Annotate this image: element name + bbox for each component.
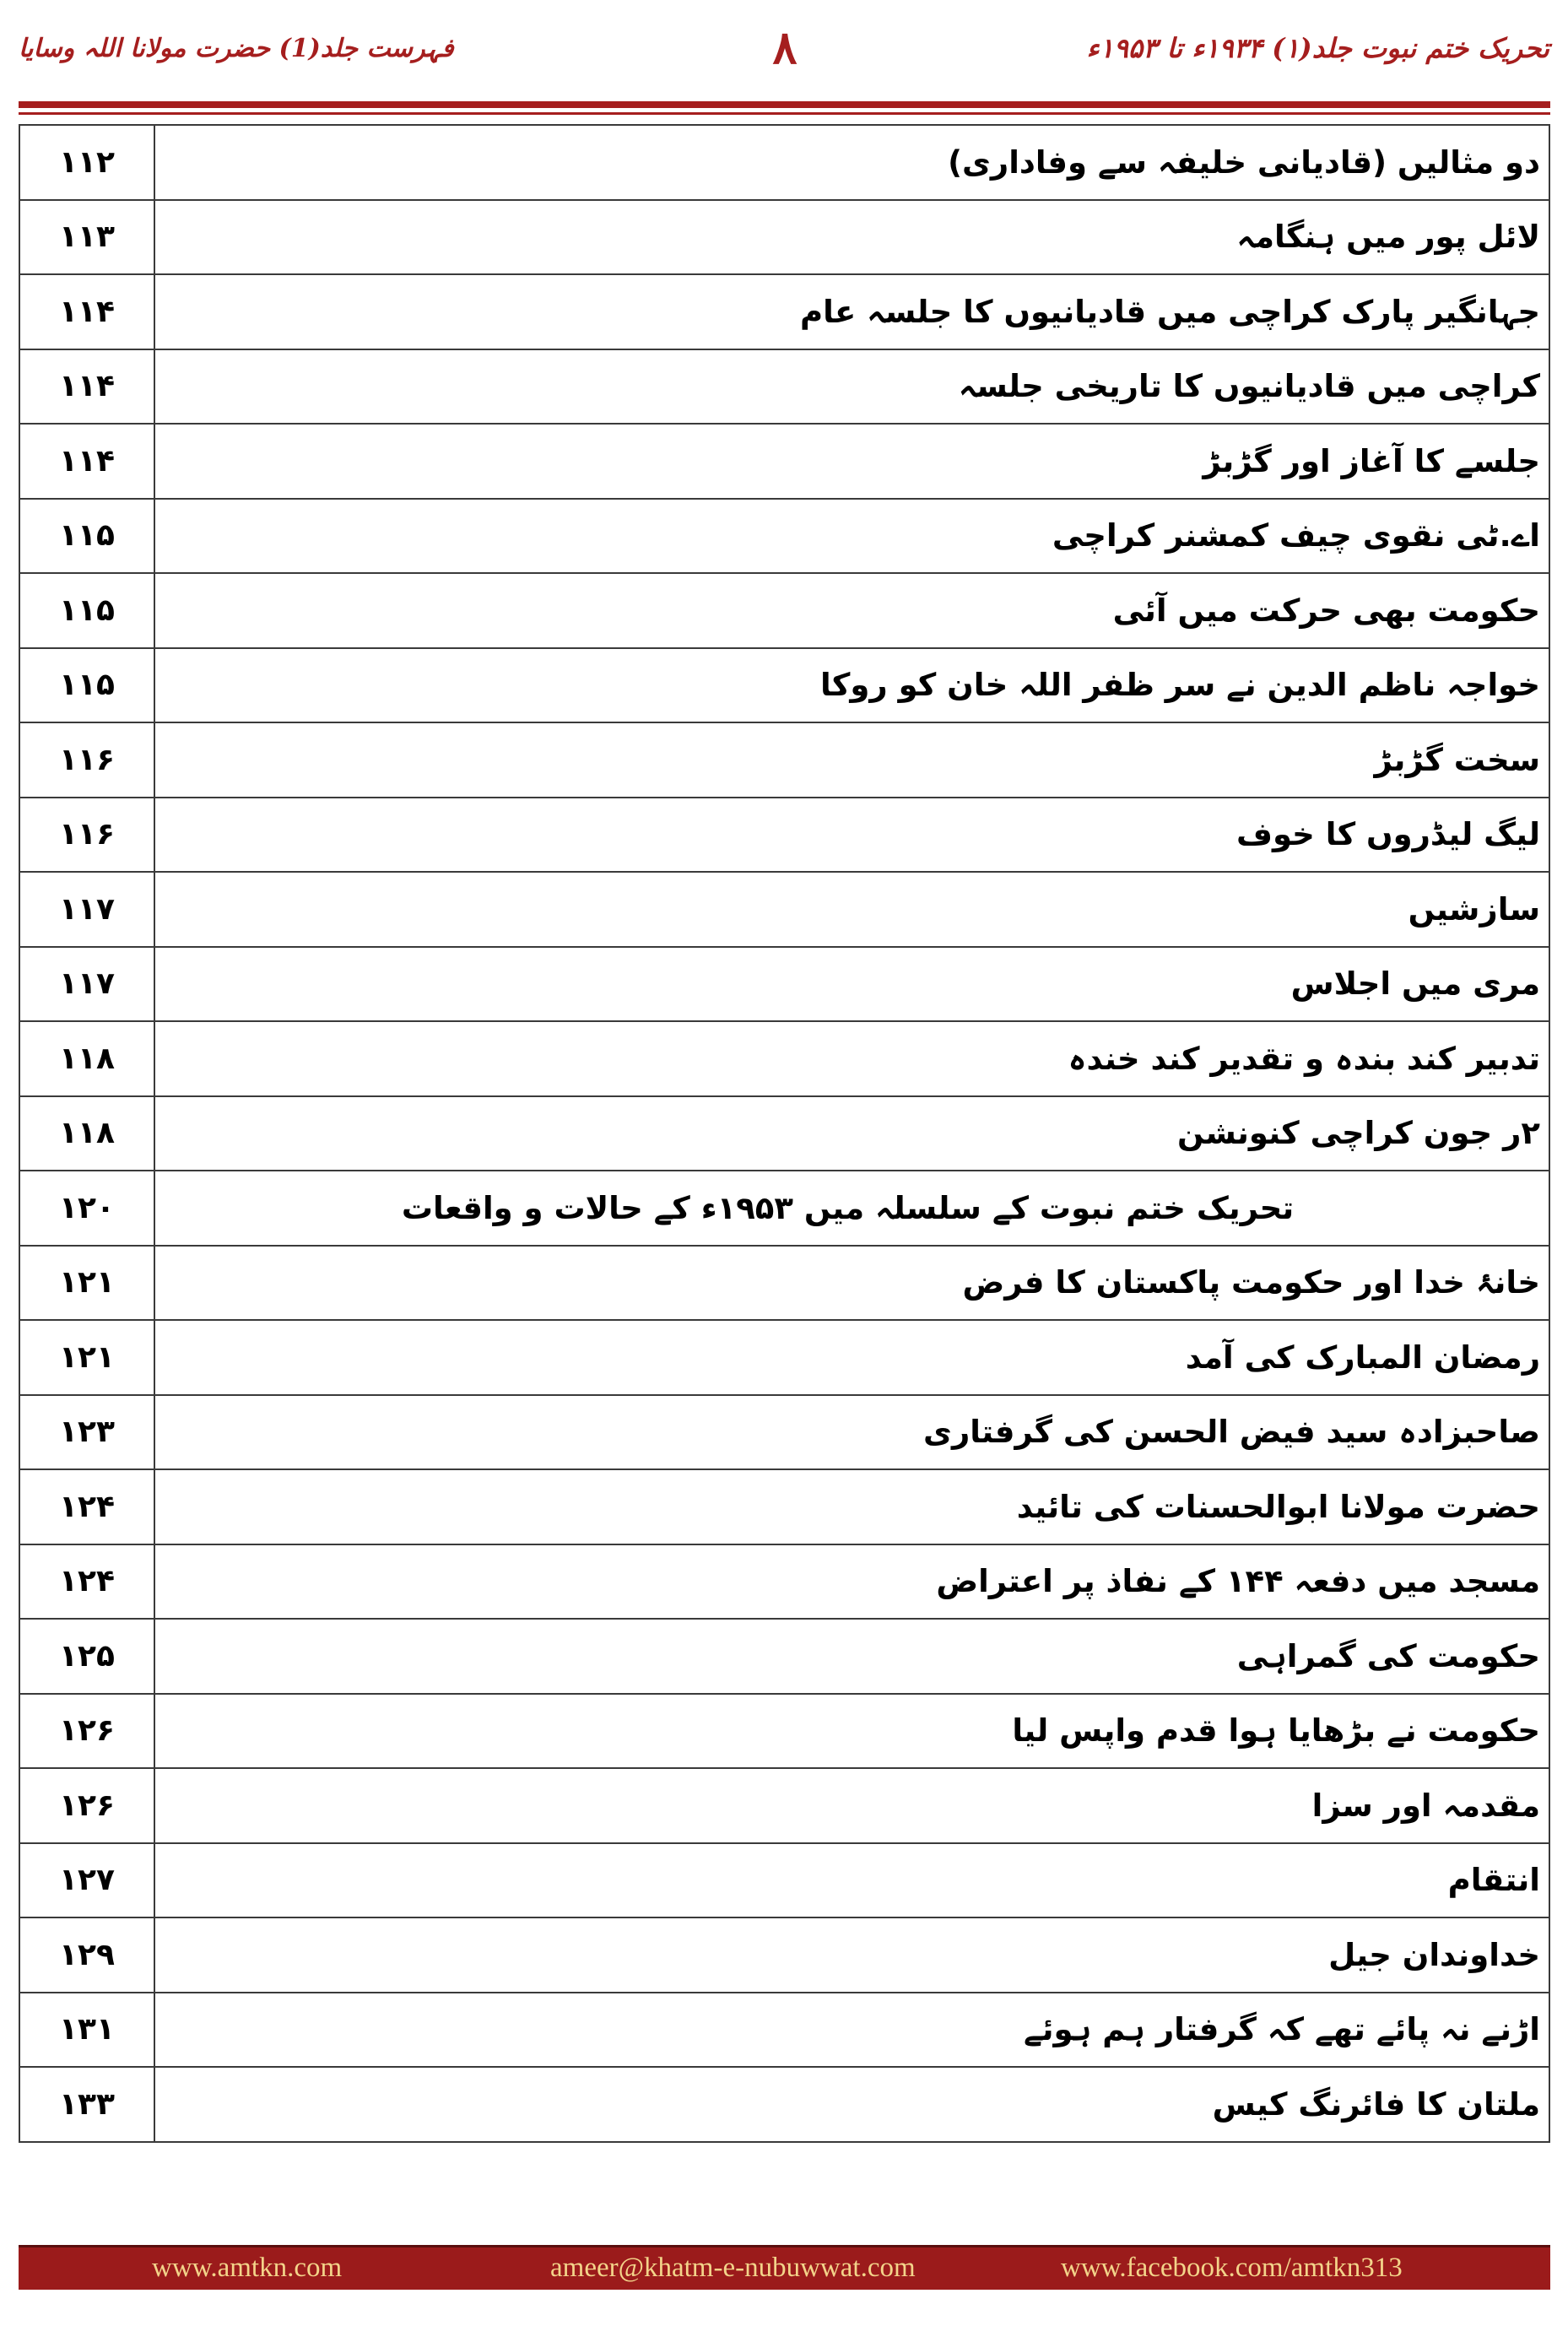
toc-entry-title: جلسے کا آغاز اور گڑبڑ <box>154 424 1549 499</box>
toc-entry-title: مسجد میں دفعہ ۱۴۴ کے نفاذ پر اعتراض <box>154 1544 1549 1620</box>
toc-page-number: ۱۱۵ <box>19 648 154 723</box>
toc-page-number: ۱۱۷ <box>19 947 154 1022</box>
toc-entry-title: اڑنے نہ پائے تھے کہ گرفتار ہم ہوئے <box>154 1993 1549 2068</box>
toc-row <box>19 1843 1549 1918</box>
toc-row <box>19 1917 1549 1993</box>
toc-section-row <box>19 1171 1549 1246</box>
table-of-contents <box>19 124 1550 2143</box>
page-header <box>0 0 1568 105</box>
toc-row <box>19 648 1549 723</box>
toc-page-number: ۱۱۷ <box>19 872 154 947</box>
toc-entry-title: سازشیں <box>154 872 1549 947</box>
toc-row <box>19 1544 1549 1620</box>
toc-page-number: ۱۱۸ <box>19 1021 154 1096</box>
toc-entry-title: صاحبزادہ سید فیض الحسن کی گرفتاری <box>154 1395 1549 1470</box>
toc-row <box>19 1694 1549 1769</box>
toc-page-number: ۱۲۴ <box>19 1544 154 1620</box>
index-title: فہرست جلد(1) حضرت مولانا اللہ وسایا <box>19 34 454 63</box>
toc-row <box>19 125 1549 200</box>
toc-page-number: ۱۱۲ <box>19 125 154 200</box>
toc-page-number: ۱۲۱ <box>19 1246 154 1321</box>
toc-page-number: ۱۲۳ <box>19 1395 154 1470</box>
header-rule-thin <box>19 112 1550 115</box>
toc-entry-title: لیگ لیڈروں کا خوف <box>154 798 1549 873</box>
toc-page-number: ۱۲۶ <box>19 1768 154 1843</box>
toc-entry-title: اے.ٹی نقوی چیف کمشنر کراچی <box>154 499 1549 574</box>
toc-page-number: ۱۲۰ <box>19 1171 154 1246</box>
toc-row <box>19 1993 1549 2068</box>
toc-entry-title: خداوندان جیل <box>154 1917 1549 1993</box>
toc-entry-title: تدبیر کند بندہ و تقدیر کند خندہ <box>154 1021 1549 1096</box>
toc-entry-title: جہانگیر پارک کراچی میں قادیانیوں کا جلسہ عام <box>154 274 1549 349</box>
toc-row <box>19 200 1549 275</box>
toc-row <box>19 722 1549 798</box>
toc-row <box>19 798 1549 873</box>
toc-page-number: ۱۲۶ <box>19 1694 154 1769</box>
toc-entry-title: لائل پور میں ہنگامہ <box>154 200 1549 275</box>
toc-page-number: ۱۳۱ <box>19 1993 154 2068</box>
toc-entry-title: رمضان المبارک کی آمد <box>154 1320 1549 1395</box>
toc-entry-title: کراچی میں قادیانیوں کا تاریخی جلسہ <box>154 349 1549 425</box>
toc-entry-title: انتقام <box>154 1843 1549 1918</box>
toc-page-number: ۱۱۶ <box>19 722 154 798</box>
page-number: ۸ <box>772 20 798 74</box>
toc-entry-title: ۲ر جون کراچی کنونشن <box>154 1096 1549 1171</box>
toc-entry-title: مری میں اجلاس <box>154 947 1549 1022</box>
toc-entry-title: خانۂ خدا اور حکومت پاکستان کا فرض <box>154 1246 1549 1321</box>
toc-row <box>19 1469 1549 1544</box>
toc-row <box>19 1096 1549 1171</box>
toc-row <box>19 1395 1549 1470</box>
toc-row <box>19 947 1549 1022</box>
toc-entry-title: حضرت مولانا ابوالحسنات کی تائید <box>154 1469 1549 1544</box>
toc-page-number: ۱۱۴ <box>19 424 154 499</box>
toc-page-number: ۱۱۴ <box>19 274 154 349</box>
website-link[interactable]: www.amtkn.com <box>152 2253 343 2283</box>
toc-row <box>19 1768 1549 1843</box>
footer-bar <box>19 2245 1550 2290</box>
toc-page-number: ۱۲۱ <box>19 1320 154 1395</box>
toc-entry-title: حکومت کی گمراہی <box>154 1619 1549 1694</box>
toc-entry-title: دو مثالیں (قادیانی خلیفہ سے وفاداری) <box>154 125 1549 200</box>
toc-row <box>19 872 1549 947</box>
toc-row <box>19 274 1549 349</box>
toc-entry-title: سخت گڑبڑ <box>154 722 1549 798</box>
toc-entry-title: خواجہ ناظم الدین نے سر ظفر اللہ خان کو روکا <box>154 648 1549 723</box>
email-link[interactable]: ameer@khatm-e-nubuwwat.com <box>550 2253 916 2283</box>
toc-row <box>19 1021 1549 1096</box>
book-title: تحریک ختم نبوت جلد(۱) ۱۹۳۴ء تا ۱۹۵۳ء <box>1086 32 1549 64</box>
toc-page-number: ۱۲۴ <box>19 1469 154 1544</box>
toc-page-number: ۱۱۴ <box>19 349 154 425</box>
toc-entry-title: حکومت نے بڑھایا ہوا قدم واپس لیا <box>154 1694 1549 1769</box>
toc-page-number: ۱۲۷ <box>19 1843 154 1918</box>
toc-row <box>19 1320 1549 1395</box>
toc-row <box>19 1246 1549 1321</box>
toc-section-title: تحریک ختم نبوت کے سلسلہ میں ۱۹۵۳ء کے حالات و واقعات <box>154 1171 1549 1246</box>
toc-page-number: ۱۱۶ <box>19 798 154 873</box>
toc-body <box>19 125 1549 2142</box>
toc-page-number: ۱۱۸ <box>19 1096 154 1171</box>
facebook-link[interactable]: www.facebook.com/amtkn313 <box>1061 2253 1403 2283</box>
toc-row <box>19 424 1549 499</box>
toc-entry-title: مقدمہ اور سزا <box>154 1768 1549 1843</box>
toc-row <box>19 1619 1549 1694</box>
toc-page-number: ۱۱۵ <box>19 573 154 648</box>
toc-row <box>19 2067 1549 2142</box>
toc-page-number: ۱۱۳ <box>19 200 154 275</box>
header-rule-thick <box>19 101 1550 108</box>
toc-page-number: ۱۱۵ <box>19 499 154 574</box>
toc-page-number: ۱۲۹ <box>19 1917 154 1993</box>
toc-page-number: ۱۲۵ <box>19 1619 154 1694</box>
toc-entry-title: ملتان کا فائرنگ کیس <box>154 2067 1549 2142</box>
toc-row <box>19 573 1549 648</box>
toc-row <box>19 349 1549 425</box>
toc-row <box>19 499 1549 574</box>
toc-page-number: ۱۳۳ <box>19 2067 154 2142</box>
toc-entry-title: حکومت بھی حرکت میں آئی <box>154 573 1549 648</box>
